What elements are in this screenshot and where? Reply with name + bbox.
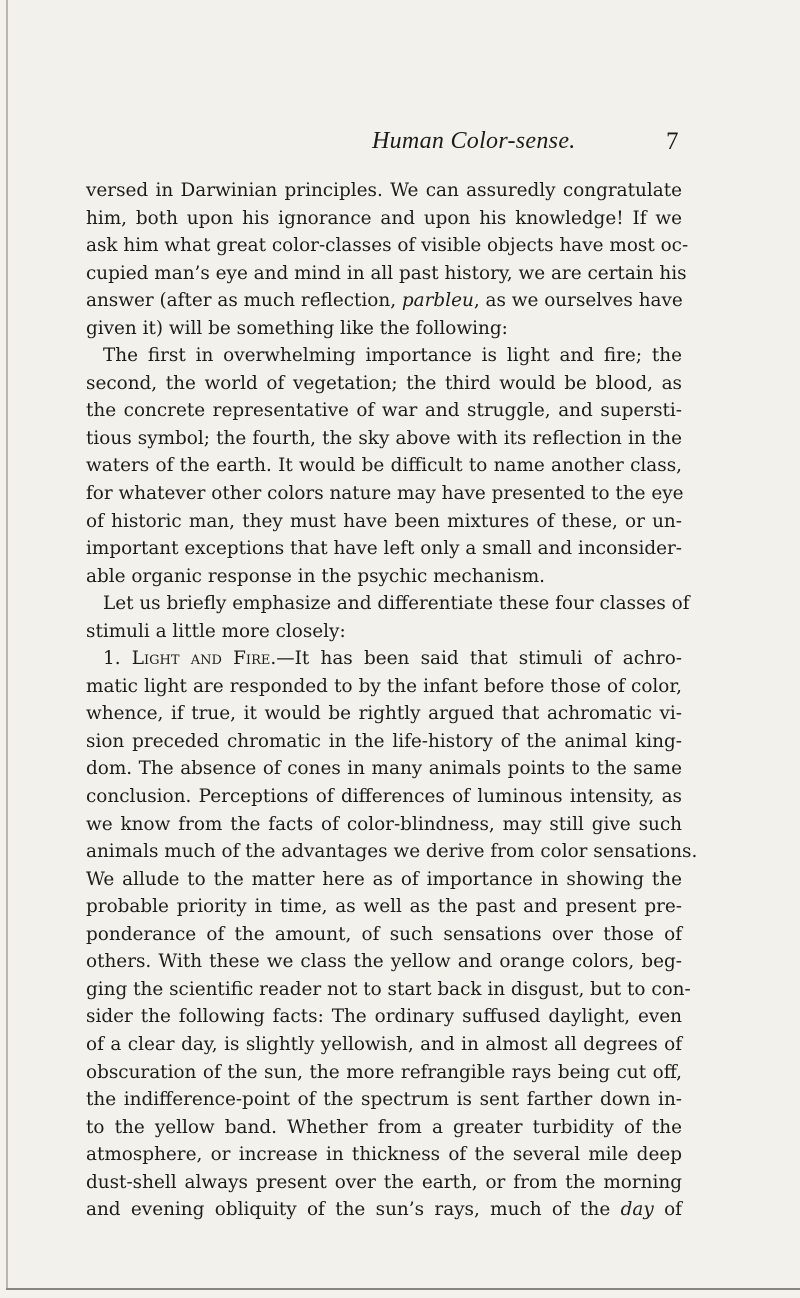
running-header [0, 128, 800, 162]
text-segment: of [664, 1199, 682, 1221]
text-line: waters of the earth. It would be difficult to name another class, [86, 455, 682, 477]
text-line: to the yellow band. Whether from a greater turbidity of the [86, 1116, 682, 1138]
text-line: able organic response in the psychic mechanism. [86, 565, 545, 587]
text-line: ging the scientific reader not to start back in disgust, but to con- [86, 978, 691, 1000]
text-line: obscuration of the sun, the more refrangible rays being cut off, [86, 1061, 682, 1083]
text-line: Let us briefly emphasize and differentiate these four classes of [103, 593, 690, 615]
text-line: of historic man, they must have been mixtures of these, or un- [86, 510, 682, 532]
text-segment: —It has been said that stimuli of achro- [276, 648, 682, 670]
text-line: tious symbol; the fourth, the sky above with its reflection in the [86, 427, 682, 449]
text-line: cupied man’s eye and mind in all past history, we are certain his [86, 262, 687, 284]
paragraph-4 [86, 645, 698, 1223]
text-line: matic light are responded to by the infant before those of color, [86, 675, 682, 697]
text-line [86, 645, 682, 673]
running-title: Human Color-sense. [372, 128, 576, 154]
italic-word: parbleu [401, 290, 474, 312]
section-number: 1. [103, 648, 121, 670]
text-line: animals much of the advantages we derive from color sensations. [86, 841, 698, 863]
text-line: atmosphere, or increase in thickness of the several mile deep [86, 1144, 682, 1166]
text-line: whence, if true, it would be rightly argued that achromatic vi- [86, 703, 682, 725]
text-line: for whatever other colors nature may have presented to the eye [86, 483, 684, 505]
text-line: dust-shell always present over the earth, or from the morning [86, 1171, 682, 1193]
text-line: sider the following facts: The ordinary suffused daylight, even [86, 1006, 682, 1028]
text-line: the concrete representative of war and struggle, and supersti- [86, 400, 682, 422]
text-line [86, 287, 682, 315]
italic-word: day [620, 1199, 654, 1221]
text-line: others. With these we class the yellow and orange colors, beg- [86, 951, 682, 973]
text-line: ponderance of the amount, of such sensations over those of [86, 923, 682, 945]
text-line: given it) will be something like the following: [86, 317, 508, 339]
text-line: ask him what great color-classes of visible objects have most oc- [86, 235, 689, 257]
text-line: We allude to the matter here as of importance in showing the [86, 868, 682, 890]
text-line: of a clear day, is slightly yellowish, and in almost all degrees of [86, 1033, 682, 1055]
text-line: him, both upon his ignorance and upon his knowledge! If we [86, 207, 682, 229]
paragraph-3 [86, 590, 690, 645]
text-line: we know from the facts of color-blindness, may still give such [86, 813, 682, 835]
text-line: The first in overwhelming importance is light and fire; the [103, 345, 682, 367]
text-line: important exceptions that have left only a small and inconsider- [86, 538, 682, 560]
paragraph-1 [86, 177, 689, 342]
page-number: 7 [666, 128, 679, 155]
paragraph-2 [86, 342, 682, 590]
text-line: second, the world of vegetation; the third would be blood, as [86, 372, 682, 394]
page-edge-left [6, 0, 8, 1290]
text-line: dom. The absence of cones in many animals points to the same [86, 758, 682, 780]
text-line: sion preceded chromatic in the life-history of the animal king- [86, 730, 682, 752]
text-segment: answer (after as much reflection, [86, 290, 397, 312]
text-line: probable priority in time, as well as the past and present pre- [86, 896, 682, 918]
text-line [86, 1196, 682, 1224]
text-segment: and evening obliquity of the sun’s rays, much of the [86, 1199, 611, 1221]
body-text [86, 177, 698, 1224]
text-line: conclusion. Perceptions of differences of luminous intensity, as [86, 786, 682, 808]
section-heading: Light and Fire. [131, 648, 277, 670]
text-line: stimuli a little more closely: [86, 620, 346, 642]
text-line: versed in Darwinian principles. We can assuredly congratulate [86, 180, 682, 201]
page-edge-bottom [6, 1288, 800, 1290]
text-line: the indifference-point of the spectrum is sent farther down in- [86, 1089, 682, 1111]
text-segment: , as we ourselves have [473, 290, 683, 312]
